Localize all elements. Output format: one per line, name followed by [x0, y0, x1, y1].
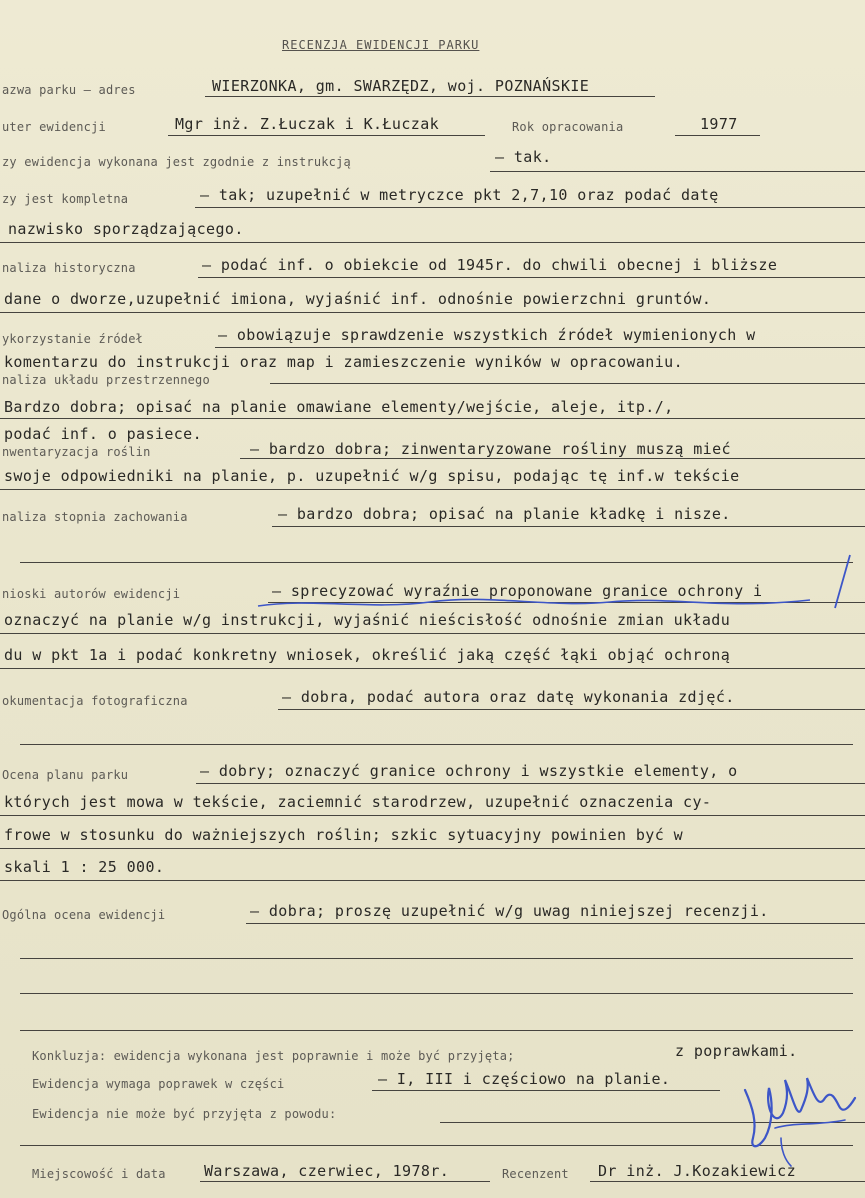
- plants-label: nwentaryzacja roślin: [2, 445, 151, 459]
- place-value: Warszawa, czerwiec, 1978r.: [204, 1162, 450, 1180]
- spatial-line-1: Bardzo dobra; opisać na planie omawiane elementy/wejście, aleje, itp./,: [4, 398, 674, 416]
- history-label: naliza historyczna: [2, 261, 136, 275]
- sources-cont: komentarzu do instrukcji oraz map i zamieszczenie wyników w opracowaniu.: [4, 353, 684, 371]
- underline: [205, 96, 655, 97]
- underline: [675, 135, 760, 136]
- conclusions-label: nioski autorów ewidencji: [2, 587, 181, 601]
- author-value: Mgr inż. Z.Łuczak i K.Łuczak: [175, 115, 440, 133]
- history-cont: dane o dworze,uzupełnić imiona, wyjaśnić inf. odnośnie powierzchni gruntów.: [4, 290, 712, 308]
- underline: [195, 207, 865, 208]
- underline: [198, 277, 865, 278]
- underline: [0, 489, 865, 490]
- plants-value: – bardzo dobra; zinwentaryzowane rośliny muszą mieć: [250, 440, 731, 458]
- year-label: Rok opracowania: [512, 120, 624, 134]
- underline: [372, 1090, 720, 1091]
- blank-line: [20, 744, 853, 745]
- instruction-value: – tak.: [495, 148, 552, 166]
- reviewer-signature: [735, 1068, 860, 1168]
- conclusions-cont-2: du w pkt 1a i podać konkretny wniosek, określić jaką część łąki objąć ochroną: [4, 646, 731, 664]
- plan-cont-2: frowe w stosunku do ważniejszych roślin; szkic sytuacyjny powinien być w: [4, 826, 684, 844]
- blank-line: [20, 1145, 853, 1146]
- author-label: uter ewidencji: [2, 120, 106, 134]
- underline: [0, 848, 865, 849]
- underline: [272, 526, 865, 527]
- conclusion-value: z poprawkami.: [675, 1042, 798, 1060]
- underline: [490, 171, 865, 172]
- sources-label: ykorzystanie źródeł: [2, 332, 144, 346]
- underline: [215, 347, 865, 348]
- underline: [0, 815, 865, 816]
- plan-cont-1: których jest mowa w tekście, zaciemnić starodrzew, uzupełnić oznaczenia cy-: [4, 793, 712, 811]
- conclusion-label: Konkluzja: ewidencja wykonana jest poprawnie i może być przyjęta;: [32, 1049, 515, 1063]
- place-label: Miejscowość i data: [32, 1167, 166, 1181]
- underline: [0, 880, 865, 881]
- underline: [0, 312, 865, 313]
- plan-cont-3: skali 1 : 25 000.: [4, 858, 165, 876]
- complete-label: zy jest kompletna: [2, 192, 129, 206]
- conclusions-value: – sprecyzować wyraźnie proponowane granice ochrony i: [272, 582, 763, 600]
- rejected-label: Ewidencja nie może być przyjęta z powodu:: [32, 1107, 337, 1121]
- underline: [0, 418, 865, 419]
- underline: [590, 1181, 865, 1182]
- plants-cont: swoje odpowiedniki na planie, p. uzupełnić w/g spisu, podając tę inf.w tekście: [4, 467, 740, 485]
- overall-label: Ogólna ocena ewidencji: [2, 908, 166, 922]
- reviewer-label: Recenzent: [502, 1167, 569, 1181]
- history-value: – podać inf. o obiekcie od 1945r. do chwili obecnej i bliższe: [202, 256, 778, 274]
- corrections-label: Ewidencja wymaga poprawek w części: [32, 1077, 285, 1091]
- instruction-label: zy ewidencja wykonana jest zgodnie z instrukcją: [2, 155, 351, 169]
- spatial-line-2: podać inf. o pasiece.: [4, 425, 203, 443]
- plan-value: – dobry; oznaczyć granice ochrony i wszystkie elementy, o: [200, 762, 738, 780]
- underline: [0, 668, 865, 669]
- park-name-value: WIERZONKA, gm. SWARZĘDZ, woj. POZNAŃSKIE: [212, 77, 590, 95]
- underline: [278, 709, 865, 710]
- blank-line: [20, 958, 853, 959]
- underline: [200, 1181, 490, 1182]
- year-value: 1977: [700, 115, 738, 133]
- form-title: RECENZJA EWIDENCJI PARKU: [282, 38, 480, 52]
- complete-cont: nazwisko sporządzającego.: [8, 220, 244, 238]
- complete-value: – tak; uzupełnić w metryczce pkt 2,7,10 oraz podać datę: [200, 186, 719, 204]
- underline: [0, 242, 865, 243]
- underline: [168, 135, 485, 136]
- underline: [0, 633, 865, 634]
- park-name-label: azwa parku – adres: [2, 83, 136, 97]
- blank-line: [20, 993, 853, 994]
- spatial-label: naliza układu przestrzennego: [2, 373, 210, 387]
- preservation-label: naliza stopnia zachowania: [2, 510, 188, 524]
- preservation-value: – bardzo dobra; opisać na planie kładkę i nisze.: [278, 505, 731, 523]
- blue-ink-underline: [250, 550, 865, 615]
- plan-label: Ocena planu parku: [2, 768, 129, 782]
- sources-value: – obowiązuje sprawdzenie wszystkich źródeł wymienionych w: [218, 326, 756, 344]
- reviewer-value: Dr inż. J.Kozakiewicz: [598, 1162, 797, 1180]
- photo-label: okumentacja fotograficzna: [2, 694, 188, 708]
- underline: [196, 783, 865, 784]
- overall-value: – dobra; proszę uzupełnić w/g uwag niniejszej recenzji.: [250, 902, 769, 920]
- blank-line: [20, 1030, 853, 1031]
- photo-value: – dobra, podać autora oraz datę wykonania zdjęć.: [282, 688, 735, 706]
- conclusions-cont-1: oznaczyć na planie w/g instrukcji, wyjaśnić nieścisłość odnośnie zmian układu: [4, 611, 731, 629]
- underline: [240, 458, 865, 459]
- underline: [246, 923, 865, 924]
- underline: [270, 383, 865, 384]
- corrections-value: – I, III i częściowo na planie.: [378, 1070, 671, 1088]
